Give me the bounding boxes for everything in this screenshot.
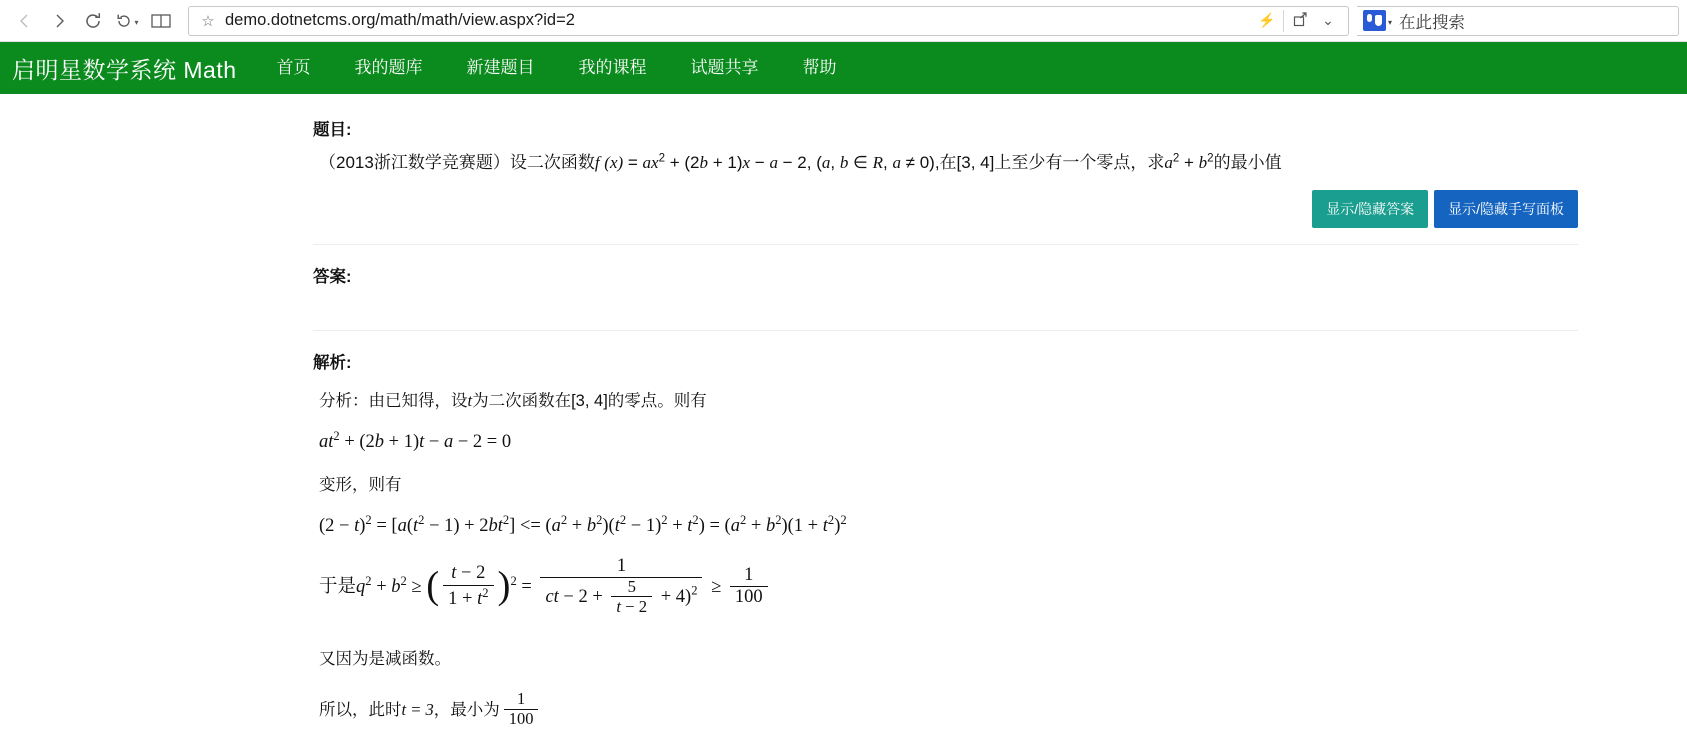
analysis-line-1-post: 为二次函数在[3, 4]的零点。则有 — [472, 392, 707, 411]
fraction-denominator: ct − 2 + $\frac{5}{t - 2}$ + 4)$^2$ — [540, 577, 702, 617]
nav-item-my-question-bank[interactable]: 我的题库 — [354, 58, 423, 77]
forward-arrow-icon[interactable] — [42, 4, 76, 38]
equals-sign: = — [521, 577, 532, 598]
nav-item-help[interactable]: 帮助 — [802, 58, 837, 77]
browser-toolbar — [0, 0, 1687, 42]
analysis-line-4-var: t = 3 — [401, 699, 434, 719]
fraction-5-over-t-minus-2 — [611, 577, 652, 616]
search-input[interactable]: 在此搜索 — [1399, 13, 1466, 32]
answer-heading: 答案: — [313, 268, 352, 287]
site-header — [0, 42, 1687, 94]
question-actions — [313, 190, 1578, 228]
question-text: （2013浙江数学竞赛题）设二次函数f $(x) = ax^2 + (2b + 1)x - a - 2$, (a, b ∈ R, a ≠ 0),在[3, 4]上至少有一个零点，求$a^2 + b^2$的最小值 — [319, 152, 1282, 172]
analysis-equation-3-pre: 于是 — [319, 577, 357, 598]
toggle-answer-button[interactable]: 显示/隐藏答案 — [1312, 190, 1428, 228]
chevron-down-icon: ▾ — [134, 18, 139, 27]
nav-item-my-courses[interactable]: 我的课程 — [578, 58, 647, 77]
address-bar[interactable] — [188, 6, 1349, 36]
analysis-block — [313, 349, 1578, 729]
share-icon[interactable] — [1286, 12, 1314, 30]
fraction-numerator: 1 — [616, 556, 627, 576]
page-content — [0, 94, 1687, 729]
divider — [1283, 10, 1284, 32]
question-tail: 的最小值 — [1213, 153, 1282, 172]
analysis-equation-3: 于是$q^2 + b^2$ ≥ ( $\frac{t - 2}{1 + t^2}$ )$^2$ = 1 ct − 2 + $\frac{5}{t - 2}$ + 4)$^2$ ≥ $\frac{1}{100}$ — [319, 557, 1578, 619]
question-prefix: （2013浙江数学竞赛题）设二次函数 — [319, 153, 595, 172]
divider — [313, 330, 1578, 331]
back-arrow-icon[interactable] — [8, 4, 42, 38]
nav-item-new-question[interactable]: 新建题目 — [466, 58, 535, 77]
analysis-heading: 解析: — [313, 354, 352, 373]
analysis-line-2: 变形，则有 — [319, 476, 402, 495]
inner-numerator: 5 — [627, 577, 636, 597]
nav-item-home[interactable]: 首页 — [276, 58, 311, 77]
fraction-one-over-expression — [540, 556, 702, 618]
fraction-numerator: 1 — [516, 688, 526, 708]
inner-denominator: t − 2 — [611, 596, 652, 616]
search-engine-caret-icon[interactable]: ▾ — [1388, 18, 1393, 27]
nav-item-question-sharing[interactable]: 试题共享 — [690, 58, 759, 77]
fraction-denominator: 100 — [730, 586, 768, 608]
analysis-line-3: 又因为是减函数。 — [319, 649, 451, 668]
bolt-icon[interactable]: ⚡ — [1258, 12, 1276, 28]
question-heading: 题目: — [313, 121, 352, 139]
right-paren: ) — [497, 563, 511, 607]
toggle-handwrite-button[interactable]: 显示/隐藏手写面板 — [1434, 190, 1578, 228]
answer-block — [313, 263, 1578, 314]
analysis-line-4-mid: ，最小为 — [433, 700, 500, 719]
history-dropdown-icon[interactable] — [110, 4, 144, 38]
analysis-line-4-pre: 所以，此时 — [319, 700, 402, 719]
fraction-denominator: 100 — [504, 709, 539, 729]
analysis-equation-2: $(2 - t)^2 = [a(t^2 - 1) + 2bt^2] <= (a^2 + b^2)(t^2 - 1)^2 + t^2) = (a^2 + b^2)(1 + t^2)^2$ — [319, 513, 847, 537]
baidu-logo-icon[interactable] — [1363, 10, 1386, 31]
analysis-line-1-var: t — [467, 391, 473, 411]
search-box[interactable] — [1357, 6, 1679, 36]
fraction-1-over-100 — [504, 690, 539, 729]
answer-value — [313, 296, 1578, 314]
question-panel — [313, 116, 1578, 729]
divider — [313, 244, 1578, 245]
reload-icon[interactable] — [76, 4, 110, 38]
fraction-numerator: 1 — [744, 565, 754, 586]
url-text[interactable]: demo.dotnetcms.org/math/math/view.aspx?id=2 — [225, 11, 575, 29]
analysis-equation-1: $at^2 + (2b + 1)t - a - 2 = 0$ — [319, 429, 512, 453]
paren-exponent: 2 — [510, 573, 517, 588]
analysis-line-1-pre: 分析：由已知得，设 — [319, 392, 468, 411]
greater-equal-sign: ≥ — [711, 577, 722, 598]
fraction-t-minus-2-over-1-plus-t2: $\frac{t - 2}{1 + t^2}$ — [443, 563, 493, 610]
chevron-down-icon[interactable]: ⌄ — [1322, 12, 1334, 28]
site-brand[interactable]: 启明星数学系统 Math — [12, 56, 237, 83]
analysis-line-1 — [319, 387, 1578, 411]
analysis-line-4 — [319, 688, 1578, 729]
left-paren: ( — [426, 563, 440, 607]
fraction-1-over-100 — [730, 565, 768, 609]
reading-view-icon[interactable] — [144, 4, 178, 38]
bookmark-star-icon[interactable]: ☆ — [201, 12, 215, 30]
